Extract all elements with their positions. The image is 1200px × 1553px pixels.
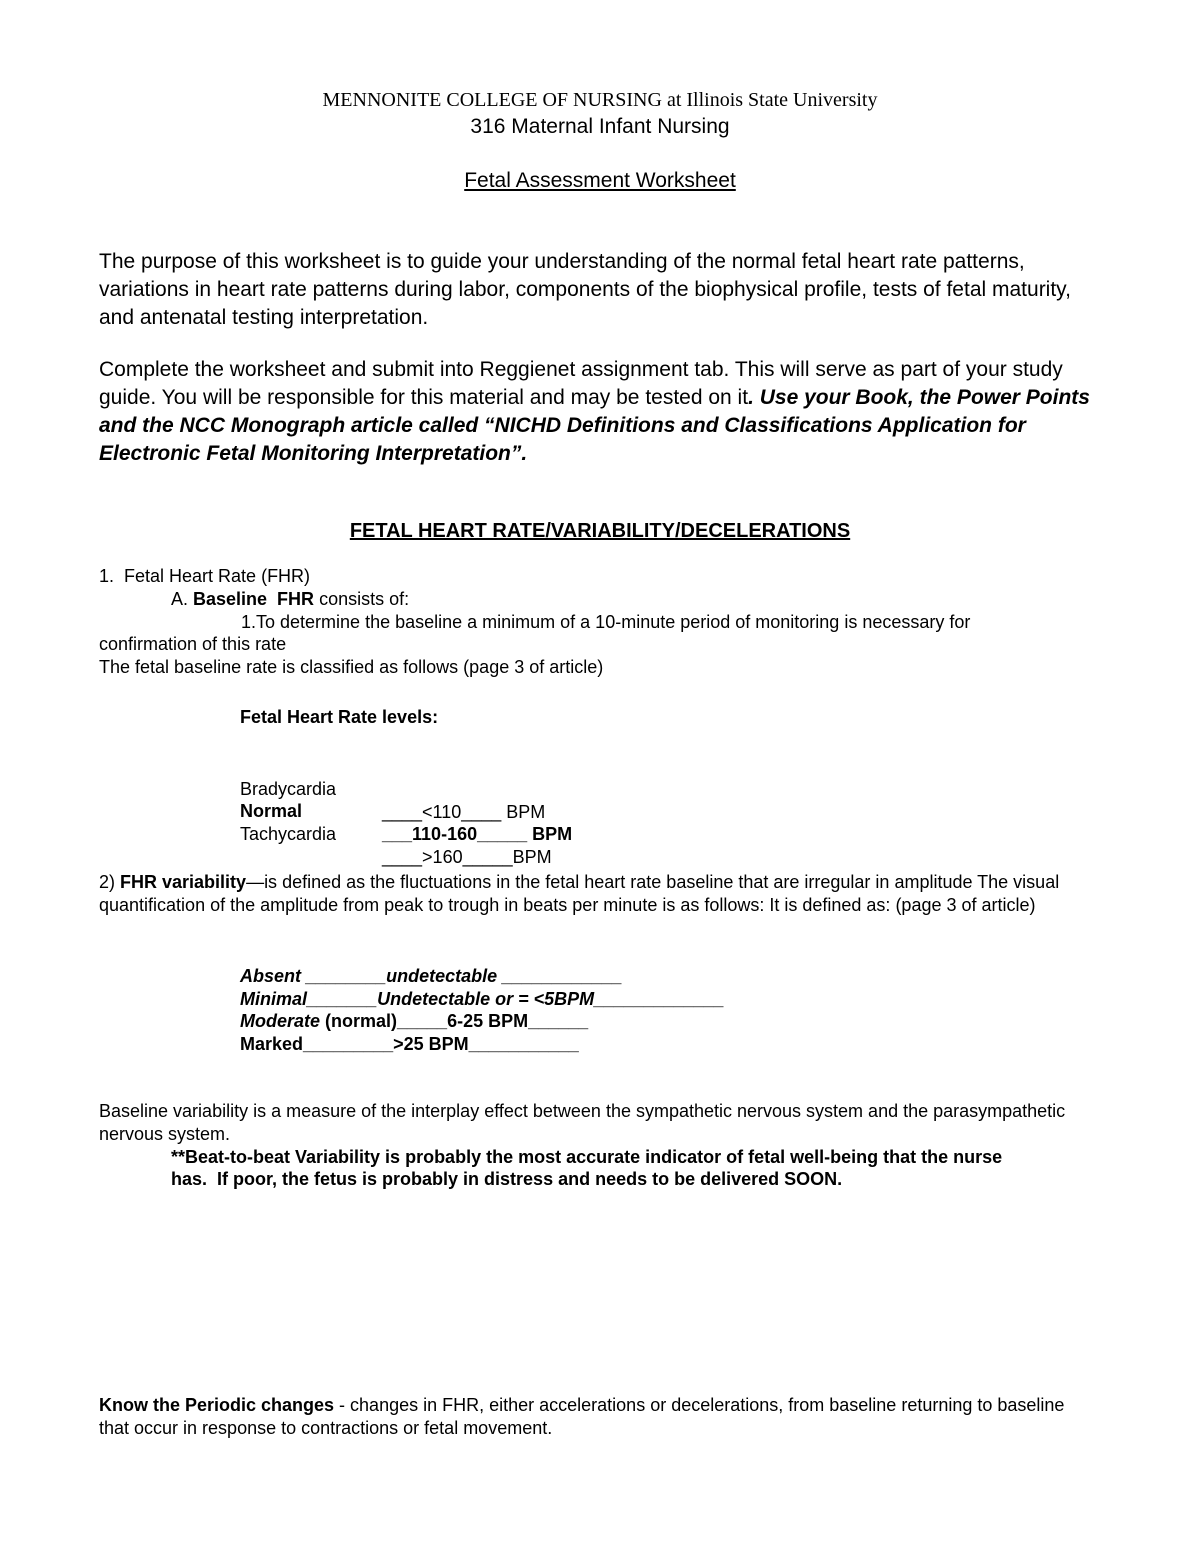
fhr-levels-heading: Fetal Heart Rate levels: xyxy=(240,707,439,727)
fhr-level-value: ____<110____ BPM xyxy=(382,802,546,822)
variability-line-b: _________>25 BPM___________ xyxy=(303,1034,579,1054)
section-heading xyxy=(0,518,1200,545)
variability-line xyxy=(240,1010,588,1033)
variability-line-b: (normal)_____6-25 BPM______ xyxy=(320,1011,589,1031)
instructions-paragraph xyxy=(99,356,1099,468)
fhr-level-value: ___110-160_____ BPM xyxy=(382,824,573,844)
periodic-changes-paragraph xyxy=(99,1394,1099,1440)
variability-line-a: Minimal xyxy=(240,989,308,1009)
section-heading-text: FETAL HEART RATE/VARIABILITY/DECELERATIONS xyxy=(349,520,851,542)
fhr-level-row xyxy=(0,800,1200,869)
fhr-level-value: ____>160_____BPM xyxy=(382,847,552,867)
q1-classified: The fetal baseline rate is classified as follows (page 3 of article) xyxy=(99,657,604,677)
variability-line-a: Absent xyxy=(240,966,307,986)
variability-line xyxy=(240,965,622,988)
variability-line xyxy=(240,1033,579,1056)
variability-line-b: ________undetectable ____________ xyxy=(306,966,623,986)
q1-item1-line1: 1.To determine the baseline a minimum of a 10-minute period of monitoring is necessary for xyxy=(241,612,971,632)
q1-part-a xyxy=(171,588,409,611)
q2-prefix: 2) xyxy=(99,872,121,892)
periodic-rest: - changes in FHR, either accelerations or decelerations, from baseline returning to baseline that occur in response to contractions or fetal movement. xyxy=(99,1395,1065,1438)
fhr-level-label: Bradycardia xyxy=(240,779,337,799)
variability-line-a: Marked xyxy=(240,1034,304,1054)
document-title xyxy=(0,167,1200,195)
variability-line xyxy=(240,988,724,1011)
variability-line-a: Moderate xyxy=(240,1011,321,1031)
purpose-paragraph: The purpose of this worksheet is to guide your understanding of the normal fetal heart rate patterns, variations in heart rate patterns during labor, components of the biophysical profile, tests of fetal maturity, and antenatal testing interpretation. xyxy=(99,250,1071,329)
document-title-text: Fetal Assessment Worksheet xyxy=(464,169,736,192)
instructions-text: Complete the worksheet and submit into Reggienet assignment tab. This will serve as part of your study guide. You will be responsible for this material and may be tested on it xyxy=(99,358,1063,409)
q1-title: 1. Fetal Heart Rate (FHR) xyxy=(99,566,311,586)
instructions-emphasis: . Use your Book, the Power Points and the NCC Monograph article called “NICHD Definitions and Classifications Application for Electronic Fetal Monitoring Interpretation”. xyxy=(99,386,1090,465)
course-title: 316 Maternal Infant Nursing xyxy=(470,115,730,138)
q2-rest: —is defined as the fluctuations in the fetal heart rate baseline that are irregular in amplitude The visual quantification of the amplitude from peak to trough in beats per minute is as follows: It is defined as: (page 3 of article) xyxy=(99,872,1060,915)
beat-to-beat-note-line2: has. If poor, the fetus is probably in distress and needs to be delivered SOON. xyxy=(171,1169,843,1189)
beat-to-beat-note-line1: **Beat-to-beat Variability is probably the most accurate indicator of fetal well-being that the nurse xyxy=(171,1147,1003,1167)
q1-a-rest: consists of: xyxy=(314,589,410,609)
q1-a-prefix: A. xyxy=(171,589,194,609)
q2-paragraph xyxy=(99,871,1099,917)
fhr-level-label: Tachycardia xyxy=(240,824,337,844)
q1-a-bold: Baseline FHR xyxy=(193,589,315,609)
q2-bold: FHR variability xyxy=(120,872,247,892)
variability-line-b: _______Undetectable or = <5BPM_____________ xyxy=(307,989,725,1009)
q1-item1-line2: confirmation of this rate xyxy=(99,634,287,654)
periodic-bold: Know the Periodic changes xyxy=(99,1395,335,1415)
baseline-variability-paragraph: Baseline variability is a measure of the interplay effect between the sympathetic nervous system and the parasympathetic nervous system. xyxy=(99,1101,1066,1144)
fhr-level-label: Normal xyxy=(240,801,303,821)
institution-title: MENNONITE COLLEGE OF NURSING at Illinois State University xyxy=(322,89,878,111)
